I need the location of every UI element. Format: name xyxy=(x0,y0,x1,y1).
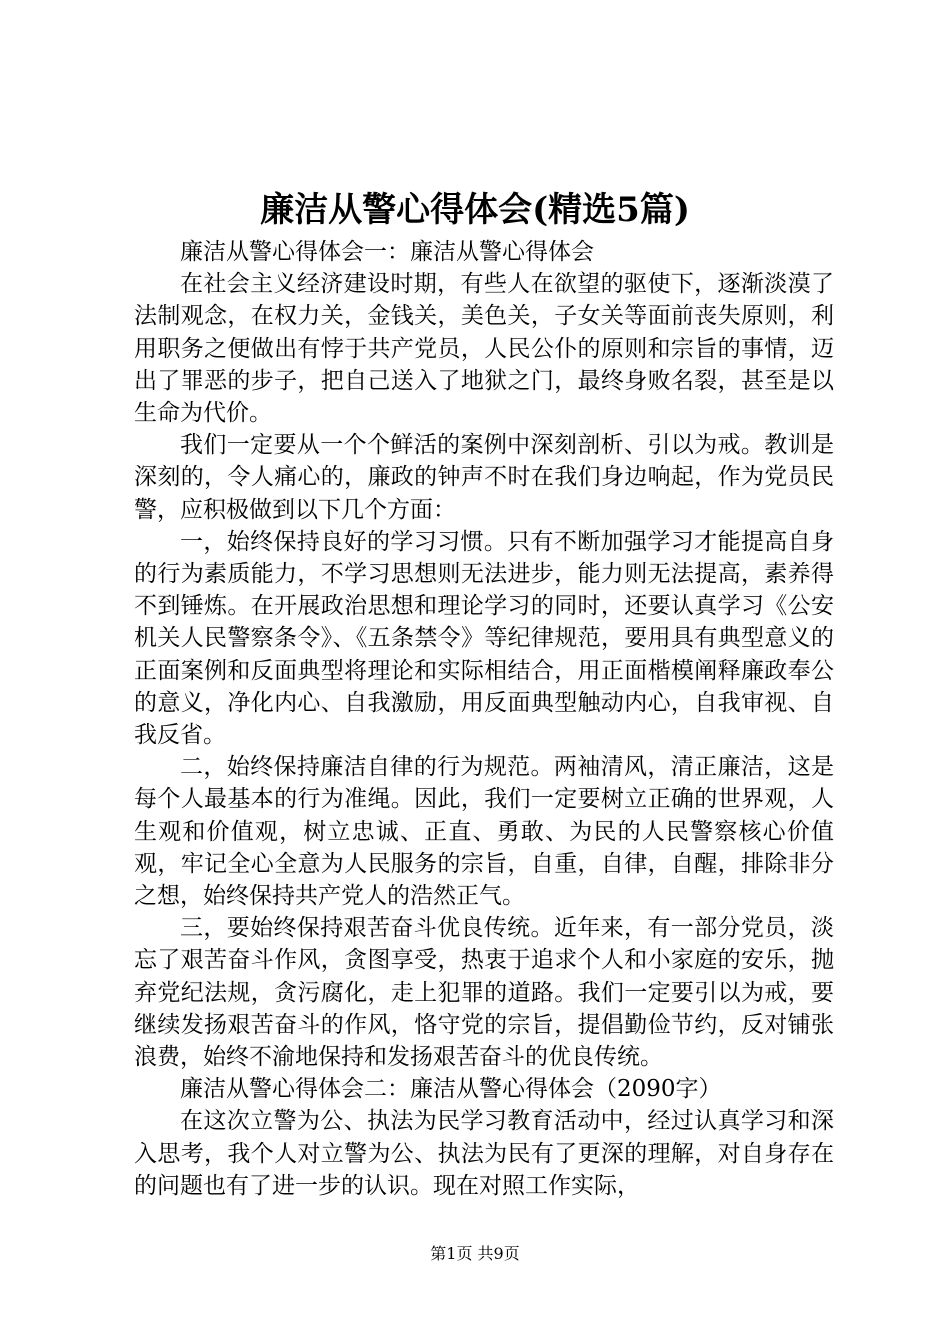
paragraph: 二，始终保持廉洁自律的行为规范。两袖清风，清正廉洁，这是每个人最基本的行为准绳。因此，我们一定要树立正确的世界观，人生观和价值观，树立忠诚、正直、勇敢、为民的人民警察核心价值观，牢记全心全意为人民服务的宗旨，自重，自律，自醒，排除非分之想，始终保持共产党人的浩然正气。 xyxy=(134,754,834,910)
paragraph: 一，始终保持良好的学习习惯。只有不断加强学习才能提高自身的行为素质能力，不学习思想则无法进步，能力则无法提高，素养得不到锤炼。在开展政治思想和理论学习的同时，还要认真学习《公安机关人民警察条令》、《五条禁令》等纪律规范，要用具有典型意义的正面案例和反面典型将理论和实际相结合，用正面楷模阐释廉政奉公的意义，净化内心、自我激励，用反面典型触动内心，自我审视、自我反省。 xyxy=(134,528,834,749)
section-heading-2: 廉洁从警心得体会二：廉洁从警心得体会（2090字） xyxy=(180,1076,722,1103)
document-body xyxy=(134,236,834,1202)
document-title: 廉洁从警心得体会(精选5篇) xyxy=(260,190,690,230)
page-number-footer: 第1页 共9页 xyxy=(430,1244,520,1263)
paragraph: 我们一定要从一个个鲜活的案例中深刻剖析、引以为戒。教训是深刻的，令人痛心的，廉政的钟声不时在我们身边响起，作为党员民警，应积极做到以下几个方面： xyxy=(134,432,834,523)
paragraph: 在社会主义经济建设时期，有些人在欲望的驱使下，逐渐淡漠了法制观念，在权力关，金钱关，美色关，子女关等面前丧失原则，利用职务之便做出有悖于共产党员，人民公仆的原则和宗旨的事情，迈出了罪恶的步子，把自己送入了地狱之门，最终身败名裂，甚至是以生命为代价。 xyxy=(134,271,834,427)
section-heading-1: 廉洁从警心得体会一：廉洁从警心得体会 xyxy=(180,239,594,265)
paragraph: 三，要始终保持艰苦奋斗优良传统。近年来，有一部分党员，淡忘了艰苦奋斗作风，贪图享受，热衷于追求个人和小家庭的安乐，抛弃党纪法规，贪污腐化，走上犯罪的道路。我们一定要引以为戒，要继续发扬艰苦奋斗的作风，恪守党的宗旨，提倡勤俭节约，反对铺张浪费，始终不渝地保持和发扬艰苦奋斗的优良传统。 xyxy=(134,915,834,1071)
paragraph: 在这次立警为公、执法为民学习教育活动中，经过认真学习和深入思考，我个人对立警为公、执法为民有了更深的理解，对自身存在的问题也有了进一步的认识。现在对照工作实际， xyxy=(134,1108,834,1199)
